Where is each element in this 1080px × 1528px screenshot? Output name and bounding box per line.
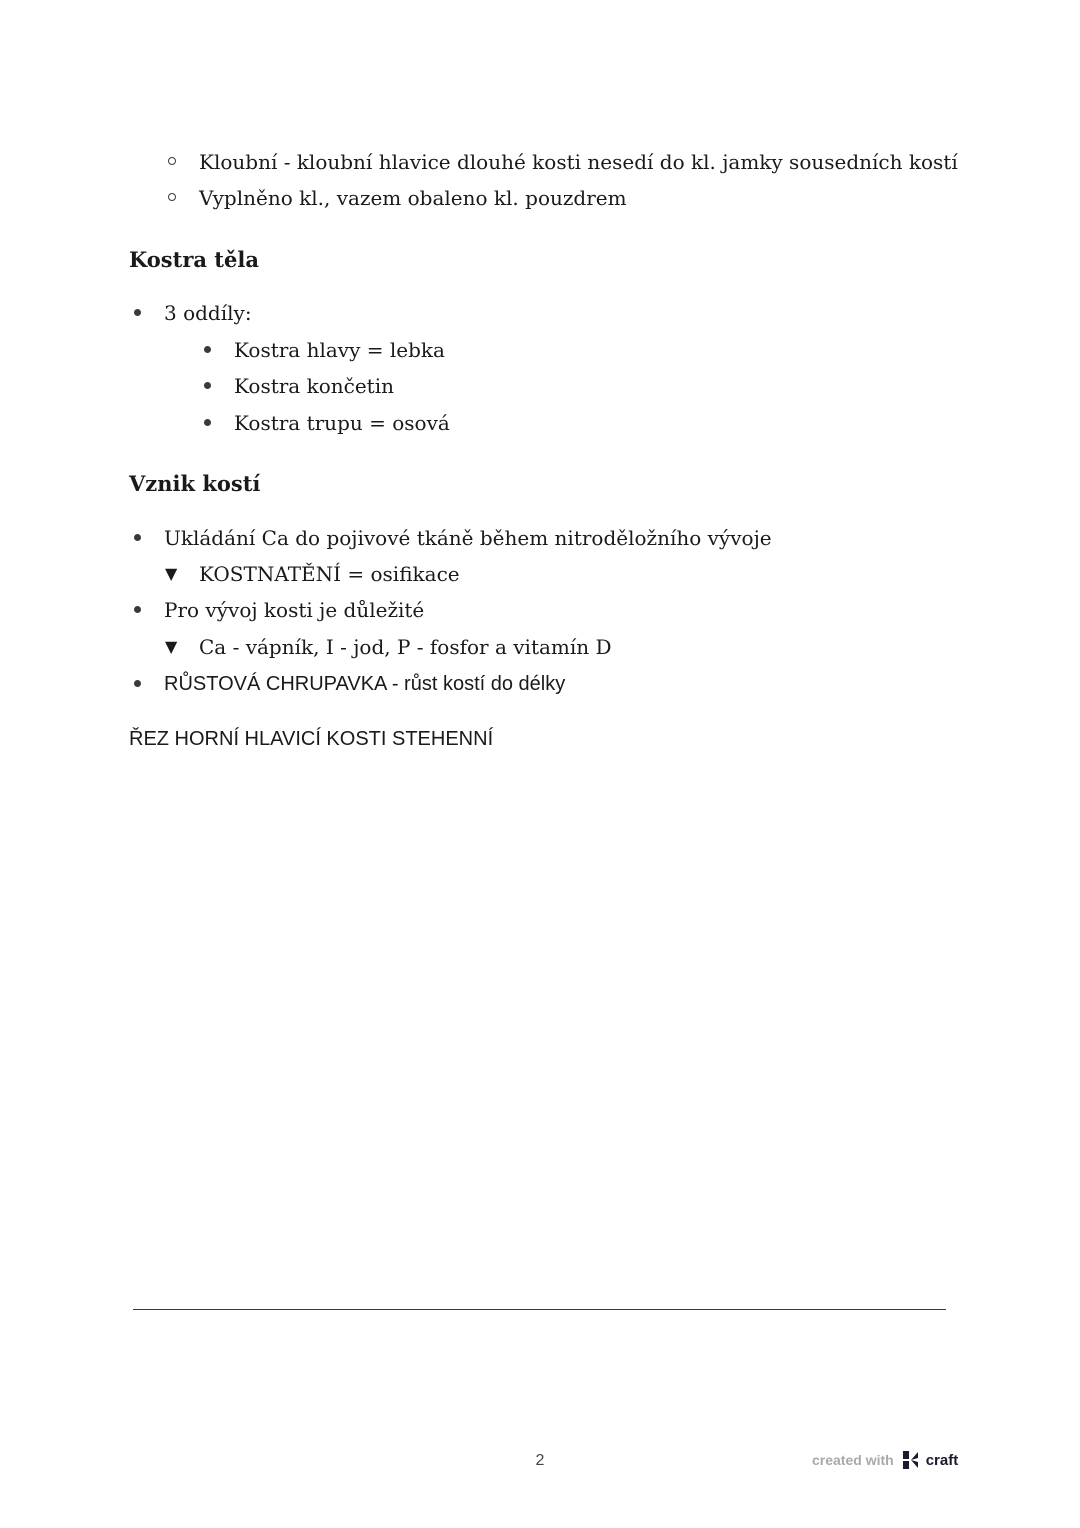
toggle-item[interactable]: KOSTNATĚNÍ = osifikace bbox=[199, 562, 460, 586]
triangle-down-toggle-icon[interactable]: ▼ bbox=[165, 637, 178, 656]
craft-logo-icon bbox=[900, 1450, 920, 1470]
filled-circle-bullet-icon bbox=[134, 309, 141, 316]
list-item: Kostra hlavy = lebka bbox=[234, 338, 445, 362]
created-with-label: created with bbox=[812, 1452, 894, 1468]
list-item: Vyplněno kl., vazem obaleno kl. pouzdrem bbox=[199, 186, 627, 210]
filled-circle-bullet-icon bbox=[134, 606, 141, 613]
list-item: Kloubní - kloubní hlavice dlouhé kosti nesedí do kl. jamky sousedních kostí bbox=[199, 150, 958, 174]
list-item: Pro vývoj kosti je důležité bbox=[164, 598, 425, 622]
list-item: 3 oddíly: bbox=[164, 301, 252, 325]
figure-caption: ŘEZ HORNÍ HLAVICÍ KOSTI STEHENNÍ bbox=[129, 728, 494, 750]
filled-circle-bullet-icon bbox=[204, 419, 211, 426]
section-heading-vznik-kosti: Vznik kostí bbox=[129, 471, 261, 496]
created-with-craft-badge[interactable] bbox=[812, 1450, 958, 1470]
filled-circle-bullet-icon bbox=[204, 382, 211, 389]
list-item: RŮSTOVÁ CHRUPAVKA - růst kostí do délky bbox=[164, 673, 566, 695]
list-item: Kostra trupu = osová bbox=[234, 411, 450, 435]
section-heading-kostra-tela: Kostra těla bbox=[129, 247, 259, 272]
filled-circle-bullet-icon bbox=[134, 680, 141, 687]
list-item: Ukládání Ca do pojivové tkáně během nitroděložního vývoje bbox=[164, 526, 772, 550]
footer-divider bbox=[133, 1309, 946, 1310]
craft-brand-label: craft bbox=[925, 1451, 959, 1469]
hollow-circle-bullet-icon bbox=[168, 193, 176, 201]
filled-circle-bullet-icon bbox=[134, 534, 141, 541]
toggle-item[interactable]: Ca - vápník, I - jod, P - fosfor a vitamín D bbox=[199, 635, 612, 659]
hollow-circle-bullet-icon bbox=[168, 157, 176, 165]
triangle-down-toggle-icon[interactable]: ▼ bbox=[165, 564, 178, 583]
page-number: 2 bbox=[535, 1452, 545, 1469]
list-item: Kostra končetin bbox=[234, 374, 394, 398]
filled-circle-bullet-icon bbox=[204, 346, 211, 353]
